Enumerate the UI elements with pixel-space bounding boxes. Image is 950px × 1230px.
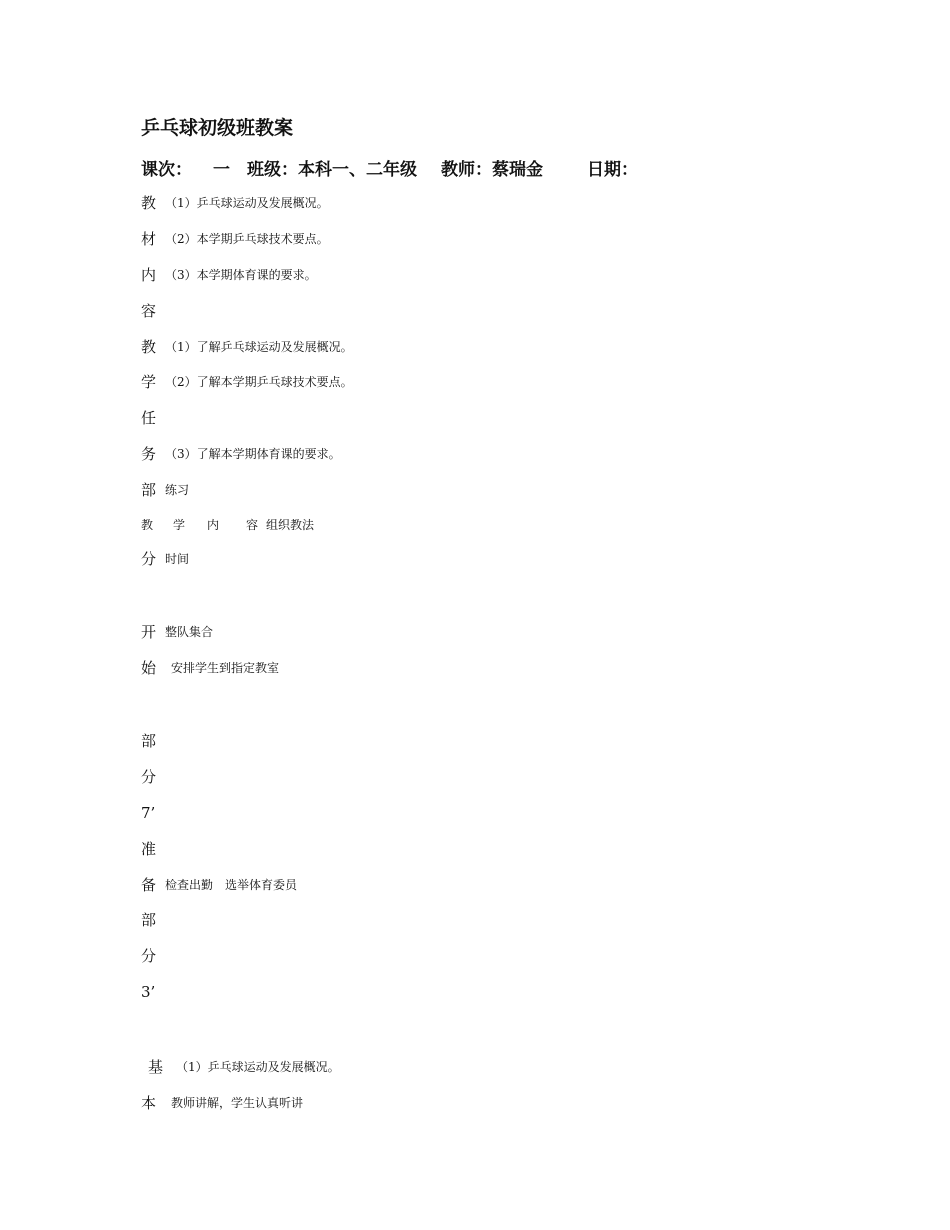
line-text: 时间: [165, 552, 190, 566]
line-char: 基: [148, 1058, 164, 1076]
line-char: 材: [141, 230, 157, 248]
line-char: 部: [141, 481, 157, 499]
line-text: （1）乒乓球运动及发展概况。: [165, 196, 329, 210]
line-text: 安排学生到指定教室: [171, 661, 280, 675]
line-char: 内: [141, 266, 157, 284]
line-text: （3）本学期体育课的要求。: [165, 268, 317, 282]
column-head: 容: [246, 518, 259, 532]
line-char: 学: [141, 373, 157, 391]
lesson-value: 一: [213, 160, 230, 180]
line-text: （2）了解本学期乒乓球技术要点。: [165, 375, 353, 389]
line-char: 开: [141, 623, 157, 641]
line-char: 本: [141, 1094, 157, 1112]
line-text: （2）本学期乒乓球技术要点。: [165, 232, 329, 246]
line-char: 准: [141, 840, 157, 858]
line-char: 部: [141, 911, 157, 929]
line-char: 部: [141, 732, 157, 750]
line-text: （1）乒乓球运动及发展概况。: [176, 1060, 340, 1074]
line-char: 分: [141, 550, 157, 568]
line-char: 教: [141, 338, 157, 356]
column-head: 教: [141, 518, 154, 532]
line-char: 分: [141, 947, 157, 965]
line-text: 整队集合: [165, 625, 214, 639]
line-char: 任: [141, 409, 157, 427]
column-head: 内: [207, 518, 220, 532]
teacher-label: 教师：蔡瑞金: [441, 160, 543, 180]
column-head: 学: [173, 518, 186, 532]
line-char: 7’: [141, 804, 156, 822]
date-label: 日期：: [587, 160, 638, 180]
line-char: 始: [141, 659, 157, 677]
line-text: （1）了解乒乓球运动及发展概况。: [165, 340, 353, 354]
page-title: 乒乓球初级班教案: [141, 117, 294, 139]
column-head: 组织教法: [266, 518, 315, 532]
line-char: 务: [141, 445, 157, 463]
line-text: 检查出勤 选举体育委员: [165, 878, 298, 892]
line-text: （3）了解本学期体育课的要求。: [165, 447, 341, 461]
line-char: 教: [141, 194, 157, 212]
line-text: 教师讲解，学生认真听讲: [171, 1096, 304, 1110]
line-char: 分: [141, 768, 157, 786]
line-char: 3’: [141, 983, 156, 1001]
class-label: 班级：本科一、二年级: [247, 160, 417, 180]
line-text: 练习: [165, 483, 190, 497]
line-char: 备: [141, 876, 157, 894]
lesson-label: 课次：: [141, 160, 192, 180]
line-char: 容: [141, 302, 157, 320]
